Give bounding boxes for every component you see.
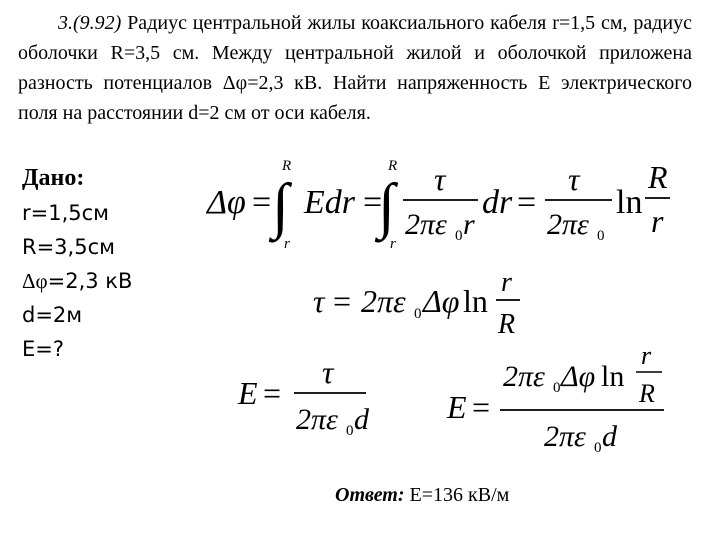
svg-text:∫: ∫	[272, 172, 289, 240]
svg-text:2πε: 2πε	[361, 283, 406, 319]
svg-text:R: R	[498, 309, 516, 340]
answer-line	[335, 484, 509, 507]
svg-text:0: 0	[414, 306, 422, 322]
svg-text:ln: ln	[601, 360, 625, 393]
svg-text:=: =	[363, 184, 383, 221]
svg-text:=: =	[472, 389, 491, 425]
svg-text:2πε: 2πε	[503, 360, 545, 393]
svg-text:∫: ∫	[378, 172, 395, 240]
svg-text:d: d	[602, 420, 617, 453]
given-dphi-value: =2,3 кВ	[47, 269, 133, 293]
given-dphi-symbol: Δφ	[22, 269, 48, 293]
svg-text:τ: τ	[313, 283, 325, 319]
svg-text:d: d	[354, 403, 369, 436]
given-R: R=3,5см	[22, 235, 115, 259]
svg-text:r: r	[641, 341, 652, 370]
formula-field-tau	[237, 354, 370, 439]
svg-text:0: 0	[455, 228, 463, 244]
svg-text:0: 0	[597, 228, 605, 244]
given-header: Дано:	[22, 165, 85, 191]
svg-text:τ: τ	[568, 161, 580, 197]
svg-text:R: R	[639, 379, 655, 408]
svg-text:r: r	[501, 267, 512, 298]
svg-text:ln: ln	[616, 184, 643, 221]
svg-text:R: R	[388, 158, 398, 174]
formula-field-final	[446, 341, 664, 456]
svg-text:E: E	[238, 375, 258, 411]
svg-text:r: r	[463, 208, 475, 241]
svg-text:E: E	[447, 389, 467, 425]
given-E: E=?	[22, 337, 65, 361]
svg-text:r: r	[284, 236, 290, 252]
svg-text:=: =	[517, 184, 537, 221]
problem-number: 3.(9.92)	[58, 12, 122, 34]
svg-text:0: 0	[553, 380, 561, 396]
svg-text:τ: τ	[434, 161, 446, 197]
svg-text:=: =	[333, 283, 352, 319]
svg-text:=: =	[252, 184, 272, 221]
svg-text:0: 0	[594, 440, 602, 456]
svg-text:0: 0	[346, 423, 354, 439]
answer-label: Ответ:	[335, 484, 405, 506]
formula-tau	[313, 267, 520, 340]
svg-text:2πε: 2πε	[296, 403, 338, 436]
svg-text:dr: dr	[482, 184, 513, 221]
svg-text:R: R	[648, 159, 668, 195]
svg-text:2πε: 2πε	[544, 420, 586, 453]
svg-text:=: =	[263, 375, 282, 411]
given-r: r=1,5см	[22, 201, 110, 225]
svg-text:Δφ: Δφ	[207, 184, 246, 221]
answer-value: E=136 кВ/м	[409, 484, 510, 506]
svg-text:2πε: 2πε	[547, 208, 589, 241]
svg-text:Δφ: Δφ	[561, 360, 596, 393]
formula-potential-difference	[205, 158, 670, 252]
svg-text:Δφ: Δφ	[423, 283, 460, 319]
svg-text:2πε: 2πε	[405, 208, 447, 241]
problem-text: Радиус центральной жилы коаксиального кабеля r=1,5 см, радиус оболочки R=3,5 см. Между центральной жилой и оболочкой приложена разность потенциалов Δφ=2,3 кВ. Найти напряженность E электрического поля на расстоянии d=2 см от оси кабеля.	[18, 12, 693, 124]
svg-text:τ: τ	[322, 354, 334, 390]
svg-text:r: r	[651, 203, 664, 239]
svg-text:ln: ln	[463, 283, 488, 319]
svg-text:Edr: Edr	[304, 184, 355, 221]
svg-text:R: R	[282, 158, 292, 174]
given-d: d=2м	[22, 303, 83, 327]
svg-text:r: r	[390, 236, 396, 252]
